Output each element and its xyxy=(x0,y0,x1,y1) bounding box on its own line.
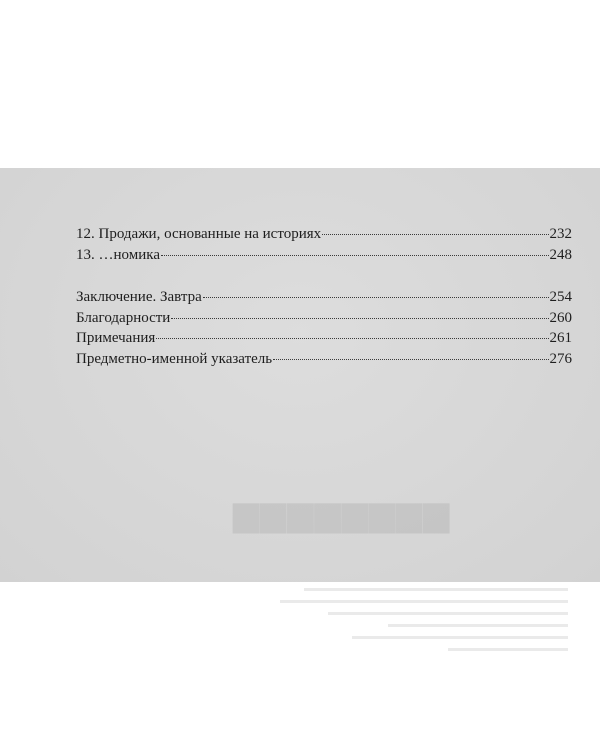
toc-entry-chapter-12[interactable] xyxy=(76,224,572,245)
toc-group-chapters xyxy=(76,224,572,265)
toc-entry-title: 13. …номика xyxy=(76,246,160,263)
dot-leader xyxy=(171,318,548,319)
toc-entry-title: Предметно-именной указатель xyxy=(76,350,273,367)
toc-entry-chapter-13[interactable] xyxy=(76,245,572,266)
bleed-through-heading: ▆▆▆▆▆▆▆▆ xyxy=(232,495,450,533)
toc-entry-page: 232 xyxy=(549,226,572,242)
toc-entry-title: Примечания xyxy=(76,330,156,346)
toc-entry-notes[interactable] xyxy=(76,328,572,349)
dot-leader xyxy=(156,338,548,339)
toc-entry-page: 248 xyxy=(549,246,572,263)
toc-entry-title: Заключение. Завтра xyxy=(76,289,202,305)
toc-entry-title: Благодарности xyxy=(76,309,171,326)
toc-entry-page: 260 xyxy=(549,309,572,326)
toc-entry-title: 12. Продажи, основанные на историях xyxy=(76,226,322,242)
toc-entry-page: 276 xyxy=(549,350,572,367)
toc-group-back-matter xyxy=(76,287,572,369)
toc-entry-page: 261 xyxy=(549,330,572,346)
bleed-through-text xyxy=(268,588,568,660)
table-of-contents xyxy=(76,224,572,369)
toc-entry-acknowledgements[interactable] xyxy=(76,308,572,329)
dot-leader xyxy=(161,255,549,256)
dot-leader xyxy=(203,297,549,298)
toc-entry-page: 254 xyxy=(549,289,572,305)
toc-entry-index[interactable] xyxy=(76,349,572,370)
dot-leader xyxy=(322,234,548,235)
toc-entry-conclusion[interactable] xyxy=(76,287,572,308)
dot-leader xyxy=(273,359,548,360)
